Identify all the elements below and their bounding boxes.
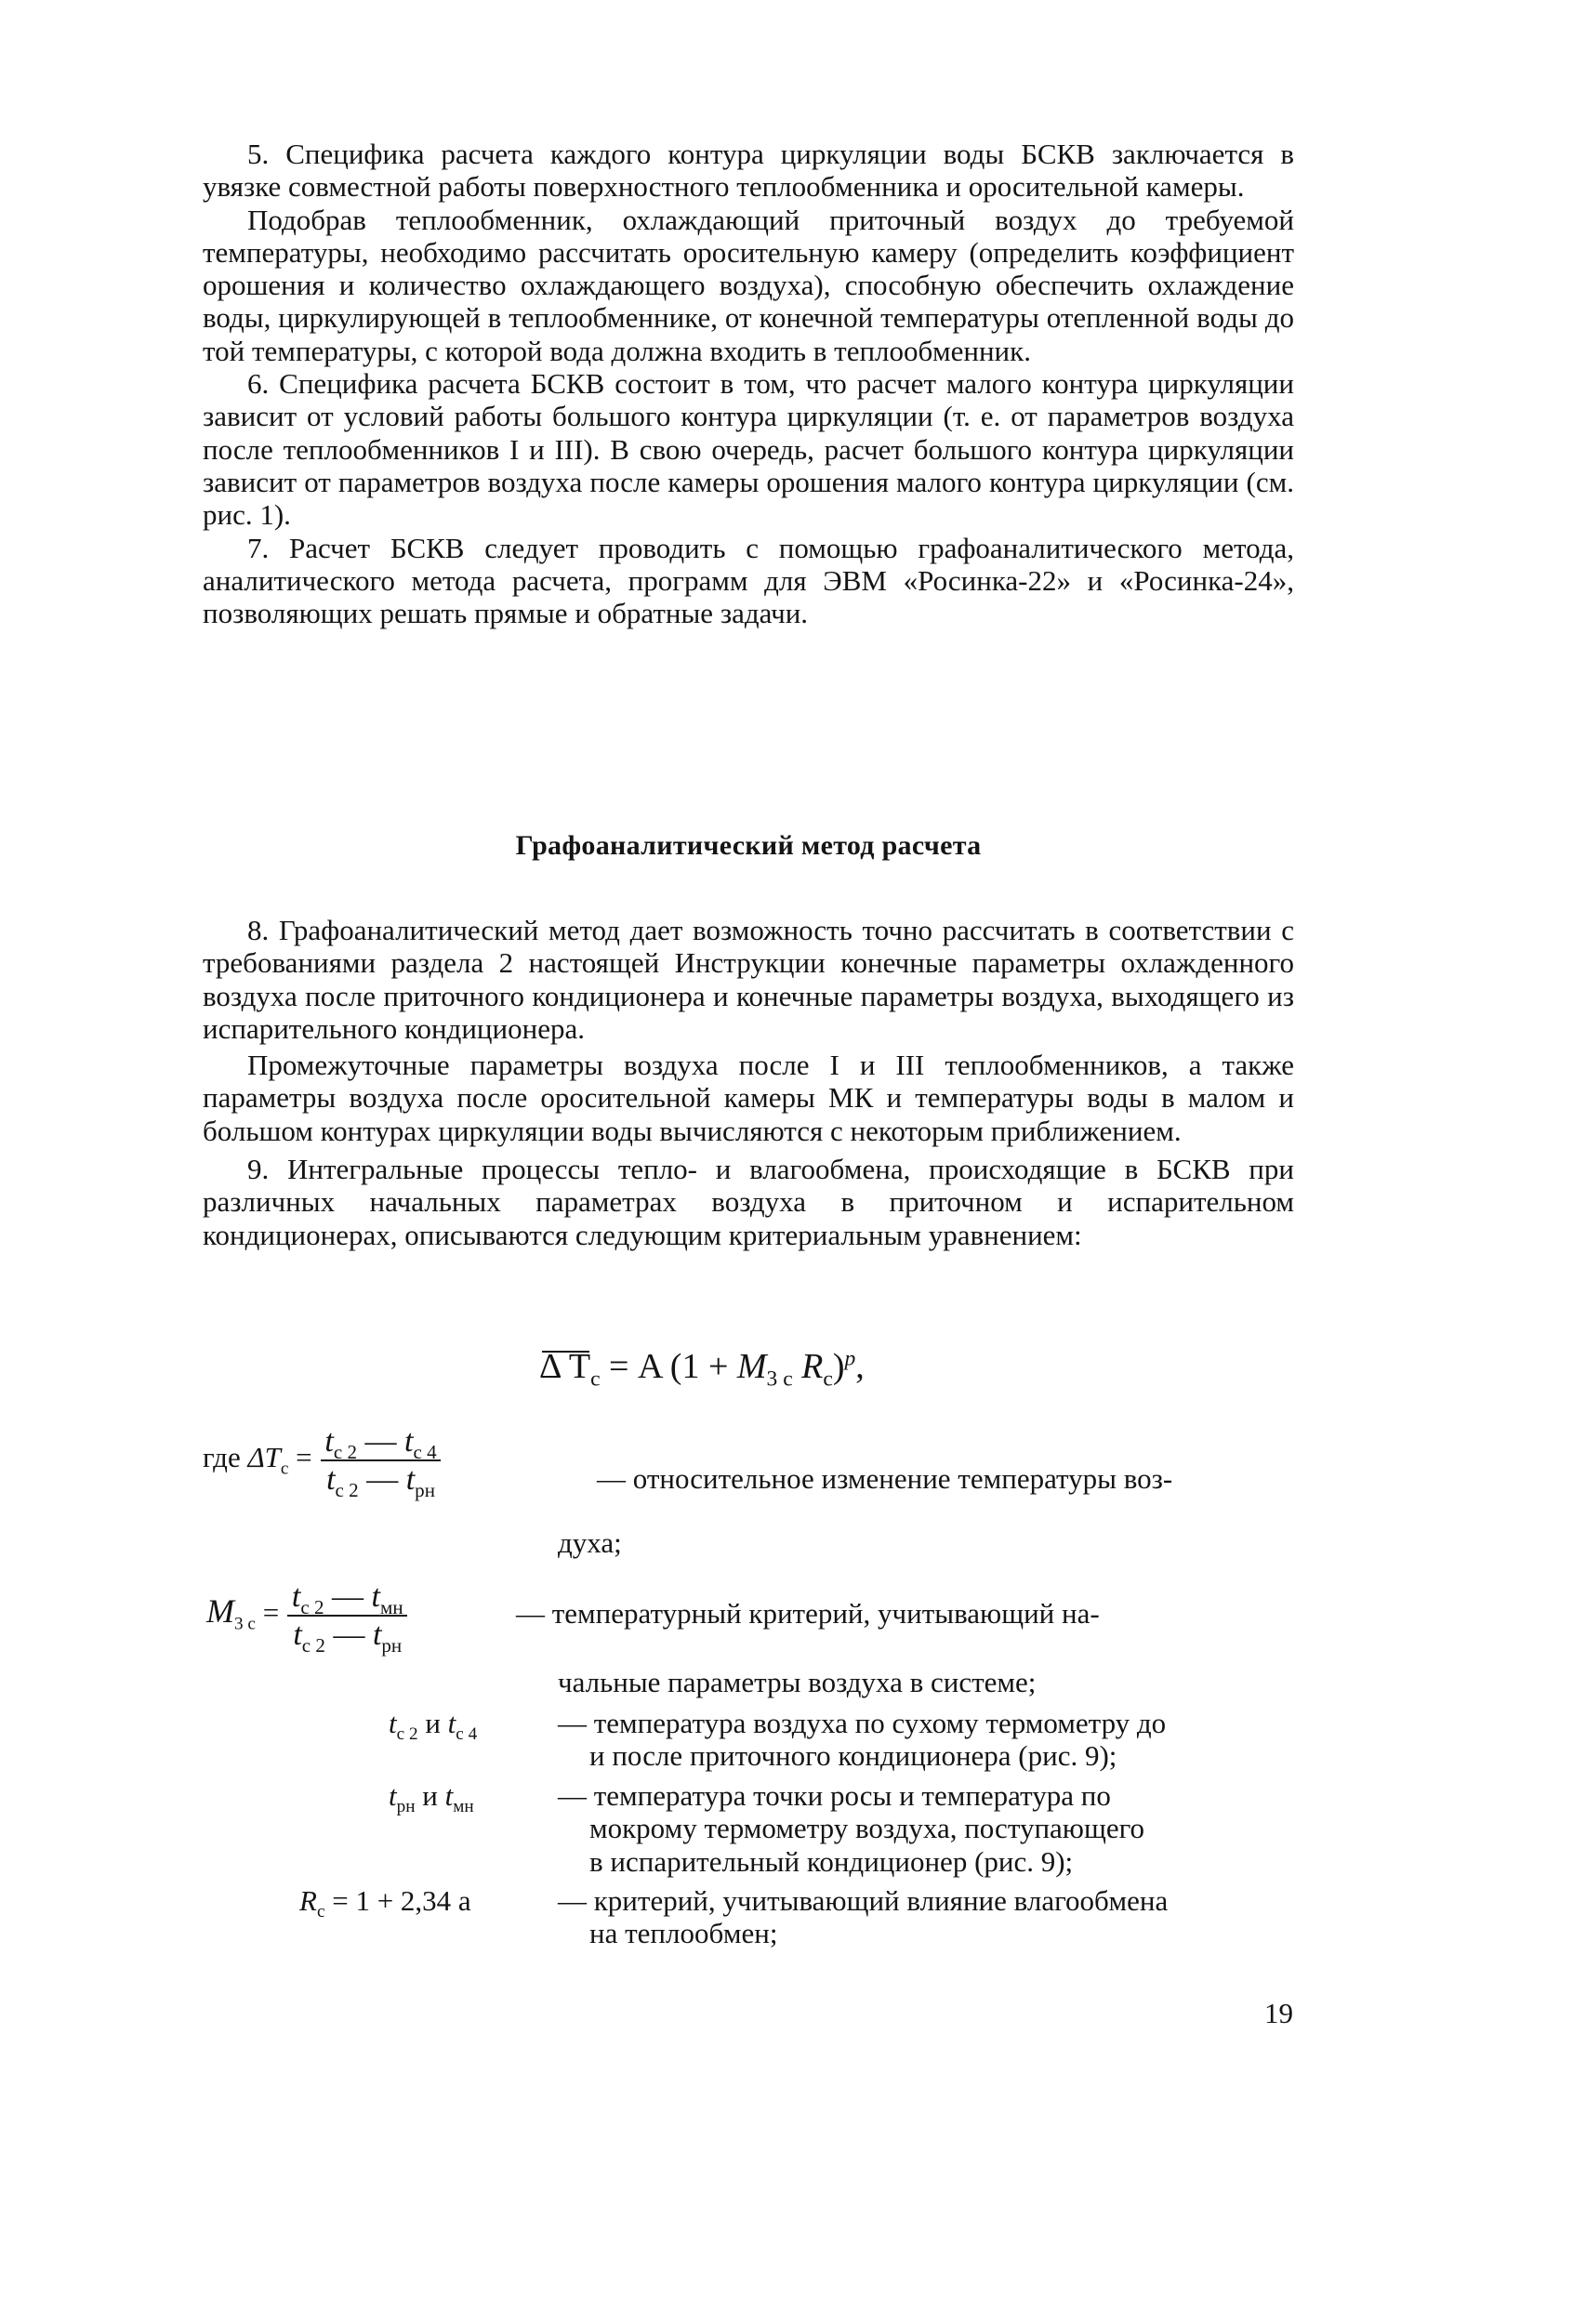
def-delta-t: где $\Delta T_с$ = $\frac{t_{с 2} — t_{с 4}}{t_{с 2} — t_{рн}}$ (203, 1425, 443, 1496)
page-number: 19 (1264, 1997, 1293, 2029)
eq-lhs: Δ T (539, 1347, 591, 1386)
text-block-middle (203, 914, 1294, 1251)
def-rc-text: — критерий, учитывающий влияние влагообмена на теплообмен; (558, 1884, 1169, 1950)
def-m3c: $M_{3 с}$ = $\frac{t_{с 2} — t_{мн}}{t_{с 2} — t_{рн}}$ (206, 1580, 409, 1651)
def-tp-label: $t_{рн}$ и $t_{мн}$ (389, 1779, 474, 1817)
frac-m3c: $\frac{t_{с 2} — t_{мн}}{t_{с 2} — t_{рн}}$ (286, 1580, 409, 1651)
text-block-top (203, 138, 1294, 629)
paragraph-9: 9. Интегральные процессы тепло- и влагообмена, происходящие в БСКВ при различных начальных параметрах воздуха в приточном и испарительном кондиционерах, описываются следующим критериальным уравнением: (203, 1153, 1294, 1251)
paragraph-5b: Подобрав теплообменник, охлаждающий приточный воздух до требуемой температуры, необходимо рассчитать оросительную камеру (определить коэффициент орошения и количество охлаждающего воздуха), способную обеспечить охлаждение воды, циркулирующей в теплообменнике, от конечной температуры отепленной воды до той температуры, с которой вода должна входить в теплообменник. (203, 203, 1294, 367)
def-delta-t-text-1: — относительное изменение температуры воз- (597, 1462, 1173, 1495)
def-m3c-text-2: чальные параметры воздуха в системе; (558, 1666, 1037, 1698)
def-tc-text: — температура воздуха по сухому термометру до и после приточного кондиционера (рис. 9); (558, 1707, 1167, 1773)
frac-delta-t: $\frac{t_{с 2} — t_{с 4}}{t_{с 2} — t_{рн}}$ (319, 1425, 442, 1496)
section-heading: Графоаналитический метод расчета (515, 830, 982, 861)
def-rc-label: $R_с = 1 + 2,34$ а (299, 1884, 471, 1922)
paragraph-5: 5. Специфика расчета каждого контура циркуляции воды БСКВ заключается в увязке совместной работы поверхностного теплообменника и оросительной камеры. (203, 138, 1294, 204)
paragraph-8: 8. Графоаналитический метод дает возможность точно рассчитать в соответствии с требованиями раздела 2 настоящей Инструкции конечные параметры охлажденного воздуха после приточного кондиционера и конечные параметры воздуха, выходящего из испарительного кондиционера. (203, 914, 1294, 1045)
def-tp-text: — температура точки росы и температура по мокрому термометру воздуха, поступающего в испарительный кондиционер (рис. 9); (558, 1779, 1145, 1878)
def-tc-label: $t_{с 2}$ и $t_{с 4}$ (389, 1707, 478, 1745)
paragraph-6: 6. Специфика расчета БСКВ состоит в том, что расчет малого контура циркуляции зависит от условий работы большого контура циркуляции (т. е. от параметров воздуха после теплообменников I и III). В свою очередь, расчет большого контура циркуляции зависит от параметров воздуха после камеры орошения малого контура циркуляции (см. рис. 1). (203, 367, 1294, 532)
criterial-equation: Δ $T_с = A$ ($1 + M_{3 с}$ $R_с)^p$, (539, 1346, 865, 1392)
paragraph-8b: Промежуточные параметры воздуха после I и III теплообменников, а также параметры воздуха после оросительной камеры МК и температуры воды в малом и большом контурах циркуляции воды вычисляются с некоторым приближением. (203, 1049, 1294, 1147)
def-m3c-text-1: — температурный критерий, учитывающий на- (516, 1597, 1100, 1630)
paragraph-7: 7. Расчет БСКВ следует проводить с помощью графоаналитического метода, аналитического метода расчета, программ для ЭВМ «Росинка-22» и «Росинка-24», позволяющих решать прямые и обратные задачи. (203, 531, 1294, 630)
def-delta-t-text-2: духа; (558, 1526, 622, 1559)
